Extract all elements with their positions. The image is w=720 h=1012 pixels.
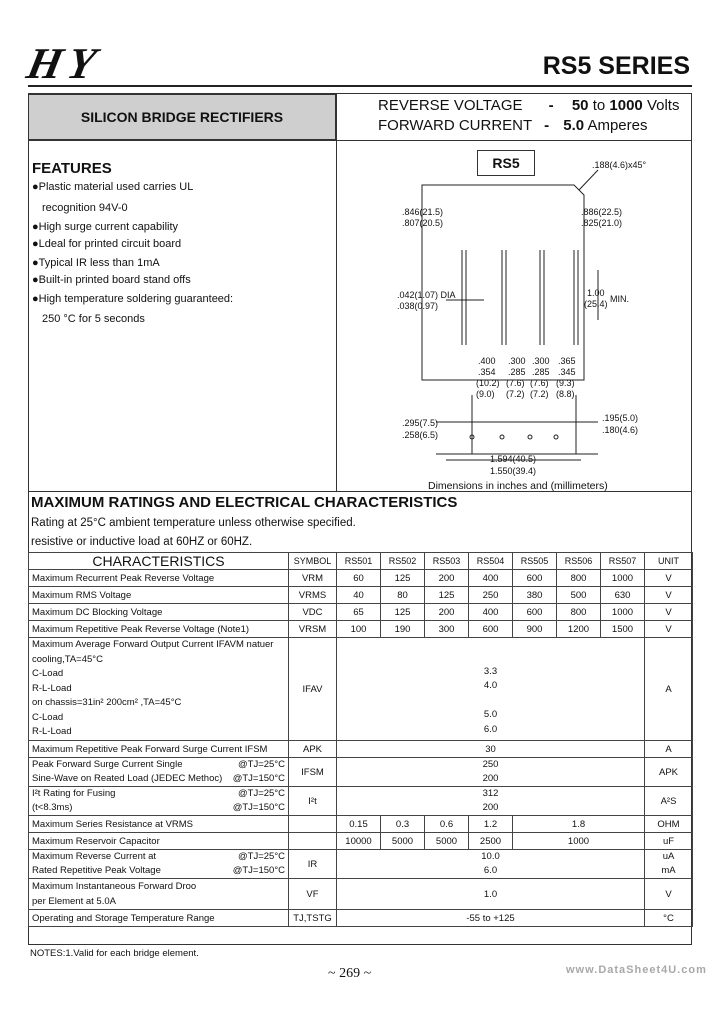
- cell-value: 30: [337, 741, 645, 758]
- dim-side-thick: .180(4.6): [602, 425, 639, 435]
- dim-height-max: .846(21.5): [402, 207, 444, 217]
- cell-value: 300: [425, 621, 469, 638]
- table-row: [29, 850, 693, 879]
- col-part: RS506: [557, 553, 601, 570]
- cell-value: 100: [337, 621, 381, 638]
- cell-value: 0.6: [425, 816, 469, 833]
- row-symbol: [289, 833, 337, 850]
- features-title: FEATURES: [32, 160, 112, 177]
- feature-item: ●Typical IR less than 1mA: [32, 257, 160, 269]
- cell-value-line: 6.0: [483, 865, 498, 876]
- row-label: Operating and Storage Temperature Range: [29, 910, 289, 927]
- table-row: [29, 758, 693, 787]
- feature-item: ●High surge current capability: [32, 221, 179, 233]
- cell-value: 600: [469, 621, 513, 638]
- dim-pitch: .285: [508, 367, 526, 377]
- cell-value: 0.15: [337, 816, 381, 833]
- row-unit: V: [645, 879, 693, 910]
- fc-label: FORWARD CURRENT: [378, 117, 532, 134]
- page-number: ~ 269 ~: [328, 966, 372, 981]
- cell-value: 250: [469, 587, 513, 604]
- table-row: [29, 621, 693, 638]
- rv-label: REVERSE VOLTAGE: [378, 97, 523, 114]
- cell-value: 900: [513, 621, 557, 638]
- reverse-voltage-spec: [378, 97, 679, 114]
- dim-lead-length-mm: (25.4): [584, 299, 608, 309]
- row-condition: @TJ=25°C: [238, 851, 285, 862]
- fc-unit: Amperes: [587, 117, 648, 134]
- dim-lead-dia-max: .042(1.07) DIA: [397, 290, 456, 300]
- dim-chamfer: .188(4.6)x45°: [592, 160, 647, 170]
- row-label-line: Peak Forward Surge Current Single: [32, 759, 183, 770]
- cell-value: 1.2: [469, 816, 513, 833]
- table-row: [29, 587, 693, 604]
- row-unit: OHM: [645, 816, 693, 833]
- row-symbol: APK: [289, 741, 337, 758]
- row-unit: [645, 850, 693, 879]
- cell-value: 1500: [601, 621, 645, 638]
- cell-value: -55 to +125: [337, 910, 645, 927]
- row-unit-line: mA: [661, 865, 676, 876]
- row-symbol: VRM: [289, 570, 337, 587]
- feature-item: 250 °C for 5 seconds: [42, 313, 145, 325]
- row-unit: V: [645, 570, 693, 587]
- cell-value: [337, 758, 645, 787]
- rv-dash: -: [548, 97, 554, 114]
- dim-pitch: .345: [558, 367, 576, 377]
- cell-value: 1.8: [513, 816, 645, 833]
- dim-total-length: 1.550(39.4): [490, 466, 537, 476]
- table-row: [29, 638, 693, 741]
- row-label: [29, 758, 289, 787]
- row-unit: V: [645, 587, 693, 604]
- dim-pitch: .300: [532, 356, 550, 366]
- cell-value: 630: [601, 587, 645, 604]
- dim-width-max: .886(22.5): [581, 207, 623, 217]
- row-condition: @TJ=150°C: [232, 865, 285, 876]
- lead-hole: [528, 435, 532, 439]
- dim-pitch: .400: [478, 356, 496, 366]
- row-label: Maximum Average Forward Output Current IFAVM natuer cooling,TA=45°C C-Load R-L-Load on chassis=31in² 200cm² ,TA=45°C C-Load R-L-Load: [29, 638, 289, 741]
- footnote: NOTES:1.Valid for each bridge element.: [30, 948, 199, 959]
- row-label: [29, 787, 289, 816]
- cell-value: [337, 850, 645, 879]
- col-part: RS503: [425, 553, 469, 570]
- rv-min: 50: [571, 97, 589, 114]
- dimensions-caption: Dimensions in inches and (millimeters): [428, 480, 608, 492]
- row-unit: V: [645, 621, 693, 638]
- row-label: Maximum Reservoir Capacitor: [29, 833, 289, 850]
- cell-value: 800: [557, 570, 601, 587]
- dim-pitch: (7.6): [530, 378, 549, 388]
- row-symbol: TJ,TSTG: [289, 910, 337, 927]
- dim-pitch: .354: [478, 367, 496, 377]
- cell-value: 125: [381, 604, 425, 621]
- feature-item: ●Built-in printed board stand offs: [32, 274, 191, 286]
- cell-value: 2500: [469, 833, 513, 850]
- cell-value: 80: [381, 587, 425, 604]
- col-characteristics: CHARACTERISTICS: [29, 553, 289, 570]
- cell-value-line: 200: [482, 802, 499, 813]
- row-label: [29, 850, 289, 879]
- cell-value: 10000: [337, 833, 381, 850]
- row-label: Maximum Recurrent Peak Reverse Voltage: [29, 570, 289, 587]
- fc-dash: -: [544, 117, 550, 134]
- package-outline-diagram: [336, 140, 692, 490]
- row-label-line: Maximum Reverse Current at: [32, 851, 157, 862]
- dim-pitch: (8.8): [556, 389, 575, 399]
- cell-value: 600: [513, 604, 557, 621]
- table-header: [29, 553, 693, 570]
- forward-current-spec: [378, 117, 647, 134]
- row-label: Maximum DC Blocking Voltage: [29, 604, 289, 621]
- col-symbol: SYMBOL: [289, 553, 337, 570]
- dim-pitch: (9.0): [476, 389, 495, 399]
- col-part: RS505: [513, 553, 557, 570]
- cell-value: [337, 787, 645, 816]
- row-symbol: VF: [289, 879, 337, 910]
- dim-lead-length: 1.00: [587, 288, 605, 298]
- row-symbol: VDC: [289, 604, 337, 621]
- table-row: [29, 816, 693, 833]
- row-condition: @TJ=150°C: [232, 802, 285, 813]
- series-title: RS5 SERIES: [542, 52, 690, 80]
- cell-value: 60: [337, 570, 381, 587]
- cell-value: 5000: [425, 833, 469, 850]
- cell-value: 65: [337, 604, 381, 621]
- table-row: [29, 833, 693, 850]
- cell-value-line: 250: [482, 759, 499, 770]
- lead-hole: [554, 435, 558, 439]
- table-row: [29, 910, 693, 927]
- side-view-body: [472, 422, 576, 454]
- product-type-box: [28, 94, 336, 140]
- ratings-title: MAXIMUM RATINGS AND ELECTRICAL CHARACTERISTICS: [31, 494, 458, 511]
- cell-value-line: 312: [482, 788, 499, 799]
- row-unit: °C: [645, 910, 693, 927]
- rating-note: Rating at 25°C ambient temperature unless otherwise specified.: [31, 517, 356, 529]
- company-logo: HY: [22, 39, 107, 88]
- row-label: Maximum RMS Voltage: [29, 587, 289, 604]
- chamfer-leader: [579, 170, 598, 190]
- row-unit: APK: [645, 758, 693, 787]
- rv-to: to: [592, 97, 606, 114]
- col-part: RS504: [469, 553, 513, 570]
- table-row: [29, 604, 693, 621]
- feature-item: recognition 94V-0: [42, 202, 128, 214]
- row-label-line: (t<8.3ms): [32, 802, 73, 813]
- cell-value: 5000: [381, 833, 425, 850]
- col-part: RS501: [337, 553, 381, 570]
- dim-height-min: .807(20.5): [402, 218, 444, 228]
- package-label: RS5: [492, 155, 520, 171]
- dim-pitch: .300: [508, 356, 526, 366]
- dim-lead-dia-min: .038(0.97): [397, 301, 439, 311]
- table-row: [29, 787, 693, 816]
- cell-value: 600: [513, 570, 557, 587]
- table-row: [29, 570, 693, 587]
- features-divider: [28, 140, 336, 141]
- row-condition: @TJ=25°C: [238, 759, 285, 770]
- row-unit: uF: [645, 833, 693, 850]
- row-symbol: IFAV: [289, 638, 337, 741]
- cell-value: 1000: [601, 604, 645, 621]
- dim-pitch: (7.6): [506, 378, 525, 388]
- row-unit: A: [645, 638, 693, 741]
- cell-value: 400: [469, 604, 513, 621]
- row-label: Maximum Series Resistance at VRMS: [29, 816, 289, 833]
- row-unit: A²S: [645, 787, 693, 816]
- rv-unit: Volts: [646, 97, 680, 114]
- cell-value: 125: [425, 587, 469, 604]
- package-body-outline: [422, 185, 584, 380]
- dim-lead-min: MIN.: [610, 294, 629, 304]
- rv-max: 1000: [609, 97, 643, 114]
- row-symbol: IR: [289, 850, 337, 879]
- row-label-line: Maximum Instantaneous Forward Droo: [32, 881, 197, 892]
- row-label-line: Rated Repetitive Peak Voltage: [32, 865, 161, 876]
- cell-value-line: 200: [482, 773, 499, 784]
- cell-value: 0.3: [381, 816, 425, 833]
- feature-item: ●Ldeal for printed circuit board: [32, 238, 182, 250]
- cell-value: 1200: [557, 621, 601, 638]
- row-symbol: IFSM: [289, 758, 337, 787]
- dim-pitch: .365: [558, 356, 576, 366]
- row-unit-line: uA: [662, 851, 675, 862]
- cell-value: 40: [337, 587, 381, 604]
- lead-hole: [500, 435, 504, 439]
- row-label: Maximum Repetitive Peak Forward Surge Current IFSM: [29, 741, 289, 758]
- header-divider: [28, 85, 692, 87]
- cell-value: 190: [381, 621, 425, 638]
- cell-value: 1000: [513, 833, 645, 850]
- ratings-table: [28, 552, 693, 927]
- cell-value: 125: [381, 570, 425, 587]
- row-label: Maximum Repetitive Peak Reverse Voltage (Note1): [29, 621, 289, 638]
- dim-pitch: (7.2): [506, 389, 525, 399]
- cell-value: 3.3 4.0 5.0 6.0: [337, 638, 645, 741]
- feature-item: ●High temperature soldering guaranteed:: [32, 293, 234, 305]
- cell-value: 200: [425, 570, 469, 587]
- cell-value: 400: [469, 570, 513, 587]
- row-condition: @TJ=150°C: [232, 773, 285, 784]
- dim-pitch: (9.3): [556, 378, 575, 388]
- dim-width-min: .825(21.0): [581, 218, 623, 228]
- watermark: www.DataSheet4U.com: [566, 964, 707, 976]
- cell-value: 800: [557, 604, 601, 621]
- row-symbol: [289, 816, 337, 833]
- dim-pitch: .285: [532, 367, 550, 377]
- dim-side-height: .258(6.5): [402, 430, 439, 440]
- col-unit: UNIT: [645, 553, 693, 570]
- row-unit: V: [645, 604, 693, 621]
- fc-value: 5.0: [563, 117, 585, 134]
- cell-value: 200: [425, 604, 469, 621]
- table-row: [29, 741, 693, 758]
- cell-value: 1000: [601, 570, 645, 587]
- row-label: [29, 879, 289, 910]
- cell-value: 1.0: [337, 879, 645, 910]
- row-symbol: I²t: [289, 787, 337, 816]
- dim-total-length: 1.594(40.5): [490, 454, 537, 464]
- row-label-line: I²t Rating for Fusing: [32, 788, 116, 799]
- row-unit: A: [645, 741, 693, 758]
- row-label-line: per Element at 5.0A: [32, 896, 116, 907]
- dim-pitch: (7.2): [530, 389, 549, 399]
- dim-pitch: (10.2): [476, 378, 500, 388]
- cell-value: 500: [557, 587, 601, 604]
- row-symbol: VRSM: [289, 621, 337, 638]
- row-label-line: Sine-Wave on Reated Load (JEDEC Methoc): [32, 773, 223, 784]
- dim-side-thick: .195(5.0): [602, 413, 639, 423]
- cell-value-line: 10.0: [481, 851, 500, 862]
- feature-item: ●Plastic material used carries UL: [32, 181, 194, 193]
- col-part: RS502: [381, 553, 425, 570]
- table-row: [29, 879, 693, 910]
- row-condition: @TJ=25°C: [238, 788, 285, 799]
- product-type: SILICON BRIDGE RECTIFIERS: [80, 109, 284, 125]
- rating-note: resistive or inductive load at 60HZ or 60HZ.: [31, 536, 253, 548]
- dim-side-height: .295(7.5): [402, 418, 439, 428]
- row-symbol: VRMS: [289, 587, 337, 604]
- col-part: RS507: [601, 553, 645, 570]
- cell-value: 380: [513, 587, 557, 604]
